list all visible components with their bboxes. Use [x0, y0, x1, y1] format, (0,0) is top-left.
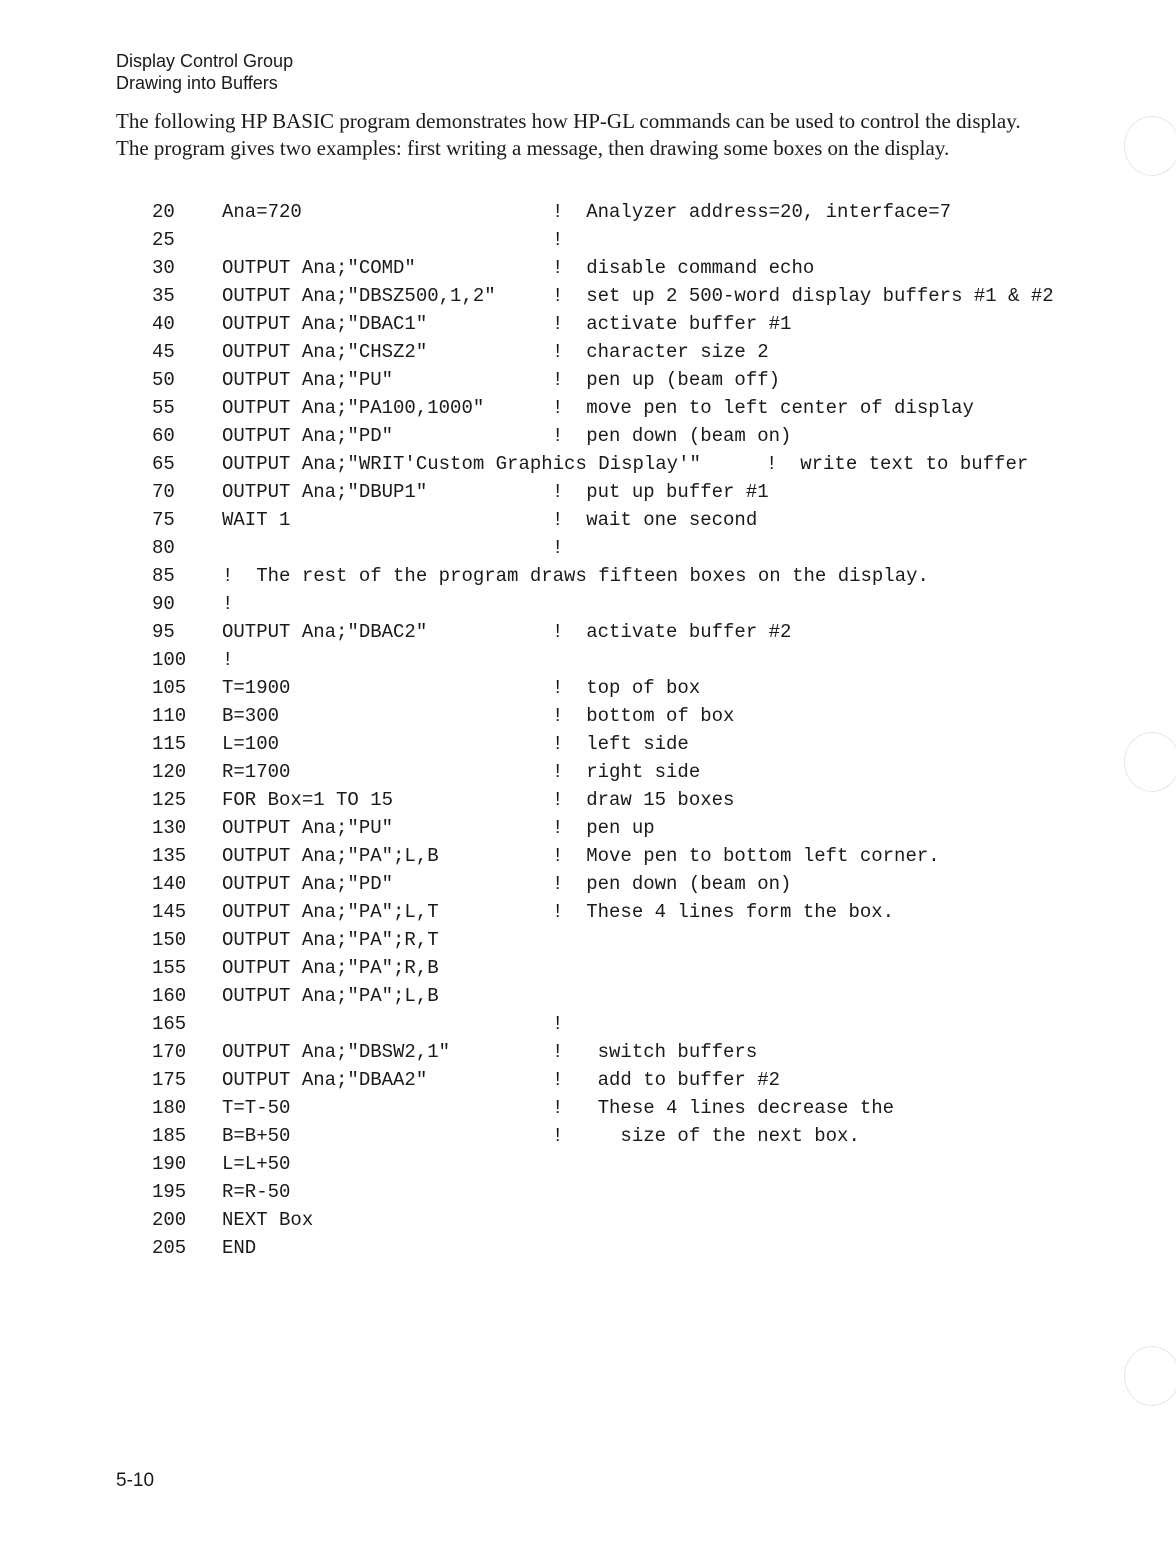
code-line — [0, 422, 1176, 450]
code-statement: ! The rest of the program draws fifteen boxes on the display. — [222, 565, 929, 587]
code-comment: ! pen up — [552, 817, 655, 839]
line-number: 180 — [152, 1097, 187, 1119]
code-line — [0, 842, 1176, 870]
code-line — [0, 786, 1176, 814]
line-number: 165 — [152, 1013, 187, 1035]
line-number: 135 — [152, 845, 187, 867]
line-number: 190 — [152, 1153, 187, 1175]
line-number: 100 — [152, 649, 187, 671]
line-number: 50 — [152, 369, 175, 391]
code-comment: ! Analyzer address=20, interface=7 — [552, 201, 952, 223]
line-number: 195 — [152, 1181, 187, 1203]
code-line — [0, 646, 1176, 674]
code-statement: OUTPUT Ana;"PU" — [222, 817, 394, 839]
code-comment: ! activate buffer #2 — [552, 621, 792, 643]
code-line — [0, 954, 1176, 982]
line-number: 125 — [152, 789, 187, 811]
line-number: 185 — [152, 1125, 187, 1147]
code-comment: ! pen up (beam off) — [552, 369, 781, 391]
code-comment: ! add to buffer #2 — [552, 1069, 781, 1091]
code-line — [0, 450, 1176, 478]
line-number: 155 — [152, 957, 187, 979]
code-comment: ! — [552, 229, 564, 251]
code-line — [0, 1066, 1176, 1094]
code-comment: ! pen down (beam on) — [552, 873, 792, 895]
line-number: 95 — [152, 621, 175, 643]
code-statement: OUTPUT Ana;"PA";R,B — [222, 957, 439, 979]
code-line — [0, 618, 1176, 646]
line-number: 175 — [152, 1069, 187, 1091]
code-listing — [0, 198, 1176, 1262]
line-number: 90 — [152, 593, 175, 615]
code-line — [0, 758, 1176, 786]
code-line — [0, 982, 1176, 1010]
code-statement: OUTPUT Ana;"COMD" — [222, 257, 416, 279]
code-comment: ! pen down (beam on) — [552, 425, 792, 447]
line-number: 115 — [152, 733, 187, 755]
code-statement: OUTPUT Ana;"PA";L,T — [222, 901, 439, 923]
code-comment: ! write text to buffer — [766, 453, 1029, 475]
page-header — [116, 50, 293, 94]
line-number: 145 — [152, 901, 187, 923]
code-line — [0, 562, 1176, 590]
code-line — [0, 310, 1176, 338]
code-statement: OUTPUT Ana;"DBSZ500,1,2" — [222, 285, 496, 307]
code-line — [0, 702, 1176, 730]
code-statement: ! — [222, 593, 234, 615]
code-line — [0, 730, 1176, 758]
code-line — [0, 366, 1176, 394]
subsection-title: Drawing into Buffers — [116, 73, 278, 93]
punch-hole-mark — [1124, 732, 1176, 792]
code-comment: ! — [552, 1013, 564, 1035]
line-number: 85 — [152, 565, 175, 587]
code-line — [0, 226, 1176, 254]
code-line — [0, 1206, 1176, 1234]
code-comment: ! activate buffer #1 — [552, 313, 792, 335]
code-line — [0, 1178, 1176, 1206]
code-comment: ! Move pen to bottom left corner. — [552, 845, 940, 867]
line-number: 65 — [152, 453, 175, 475]
line-number: 75 — [152, 509, 175, 531]
code-line — [0, 926, 1176, 954]
punch-hole-mark — [1124, 116, 1176, 176]
code-statement: OUTPUT Ana;"DBSW2,1" — [222, 1041, 451, 1063]
code-statement: OUTPUT Ana;"PA100,1000" — [222, 397, 485, 419]
code-comment: ! move pen to left center of display — [552, 397, 974, 419]
code-comment: ! disable command echo — [552, 257, 815, 279]
code-comment: ! draw 15 boxes — [552, 789, 735, 811]
intro-paragraph: The following HP BASIC program demonstrates how HP-GL commands can be used to control the display. The program gives two examples: first writing a message, then drawing some boxes on the display. — [116, 109, 1021, 160]
code-line — [0, 814, 1176, 842]
code-line — [0, 1234, 1176, 1262]
line-number: 160 — [152, 985, 187, 1007]
code-comment: ! — [552, 537, 564, 559]
code-statement: OUTPUT Ana;"PA";R,T — [222, 929, 439, 951]
code-comment: ! size of the next box. — [552, 1125, 860, 1147]
code-line — [0, 254, 1176, 282]
code-statement: T=T-50 — [222, 1097, 291, 1119]
line-number: 20 — [152, 201, 175, 223]
line-number: 60 — [152, 425, 175, 447]
code-comment: ! character size 2 — [552, 341, 769, 363]
code-line — [0, 1038, 1176, 1066]
code-line — [0, 506, 1176, 534]
line-number: 80 — [152, 537, 175, 559]
code-statement: R=R-50 — [222, 1181, 291, 1203]
code-line — [0, 198, 1176, 226]
code-statement: END — [222, 1237, 257, 1259]
code-statement: T=1900 — [222, 677, 291, 699]
line-number: 110 — [152, 705, 187, 727]
code-comment: ! left side — [552, 733, 689, 755]
line-number: 205 — [152, 1237, 187, 1259]
code-line — [0, 870, 1176, 898]
code-line — [0, 674, 1176, 702]
code-line — [0, 898, 1176, 926]
code-statement: OUTPUT Ana;"CHSZ2" — [222, 341, 428, 363]
code-comment: ! These 4 lines form the box. — [552, 901, 895, 923]
code-comment: ! bottom of box — [552, 705, 735, 727]
line-number: 40 — [152, 313, 175, 335]
code-comment: ! These 4 lines decrease the — [552, 1097, 895, 1119]
code-comment: ! top of box — [552, 677, 701, 699]
line-number: 35 — [152, 285, 175, 307]
code-statement: WAIT 1 — [222, 509, 291, 531]
code-line — [0, 1150, 1176, 1178]
line-number: 30 — [152, 257, 175, 279]
code-statement: L=100 — [222, 733, 280, 755]
code-statement: FOR Box=1 TO 15 — [222, 789, 394, 811]
code-line — [0, 394, 1176, 422]
punch-hole-mark — [1124, 1346, 1176, 1406]
code-statement: OUTPUT Ana;"PD" — [222, 425, 394, 447]
line-number: 45 — [152, 341, 175, 363]
section-title: Display Control Group — [116, 51, 294, 71]
line-number: 200 — [152, 1209, 187, 1231]
code-statement: OUTPUT Ana;"PA";L,B — [222, 985, 439, 1007]
code-line — [0, 1010, 1176, 1038]
code-statement: B=300 — [222, 705, 280, 727]
code-statement: OUTPUT Ana;"DBAA2" — [222, 1069, 428, 1091]
code-statement: OUTPUT Ana;"DBAC2" — [222, 621, 428, 643]
code-line — [0, 1094, 1176, 1122]
code-statement: L=L+50 — [222, 1153, 291, 1175]
code-comment: ! put up buffer #1 — [552, 481, 769, 503]
code-comment: ! right side — [552, 761, 701, 783]
code-line — [0, 282, 1176, 310]
code-statement: OUTPUT Ana;"PU" — [222, 369, 394, 391]
code-statement: OUTPUT Ana;"DBAC1" — [222, 313, 428, 335]
code-statement: OUTPUT Ana;"WRIT'Custom Graphics Display'" — [222, 453, 701, 475]
line-number: 70 — [152, 481, 175, 503]
code-statement: ! — [222, 649, 234, 671]
page-number: 5-10 — [116, 1470, 155, 1491]
code-line — [0, 590, 1176, 618]
line-number: 130 — [152, 817, 187, 839]
line-number: 120 — [152, 761, 187, 783]
code-line — [0, 534, 1176, 562]
code-comment: ! switch buffers — [552, 1041, 758, 1063]
line-number: 140 — [152, 873, 187, 895]
line-number: 25 — [152, 229, 175, 251]
code-line — [0, 1122, 1176, 1150]
code-statement: Ana=720 — [222, 201, 302, 223]
code-statement: OUTPUT Ana;"PA";L,B — [222, 845, 439, 867]
code-statement: OUTPUT Ana;"DBUP1" — [222, 481, 428, 503]
code-comment: ! wait one second — [552, 509, 758, 531]
code-statement: B=B+50 — [222, 1125, 291, 1147]
code-line — [0, 338, 1176, 366]
line-number: 105 — [152, 677, 187, 699]
code-statement: R=1700 — [222, 761, 291, 783]
line-number: 150 — [152, 929, 187, 951]
code-statement: NEXT Box — [222, 1209, 314, 1231]
code-line — [0, 478, 1176, 506]
line-number: 170 — [152, 1041, 187, 1063]
line-number: 55 — [152, 397, 175, 419]
code-comment: ! set up 2 500-word display buffers #1 & #2 — [552, 285, 1054, 307]
code-statement: OUTPUT Ana;"PD" — [222, 873, 394, 895]
